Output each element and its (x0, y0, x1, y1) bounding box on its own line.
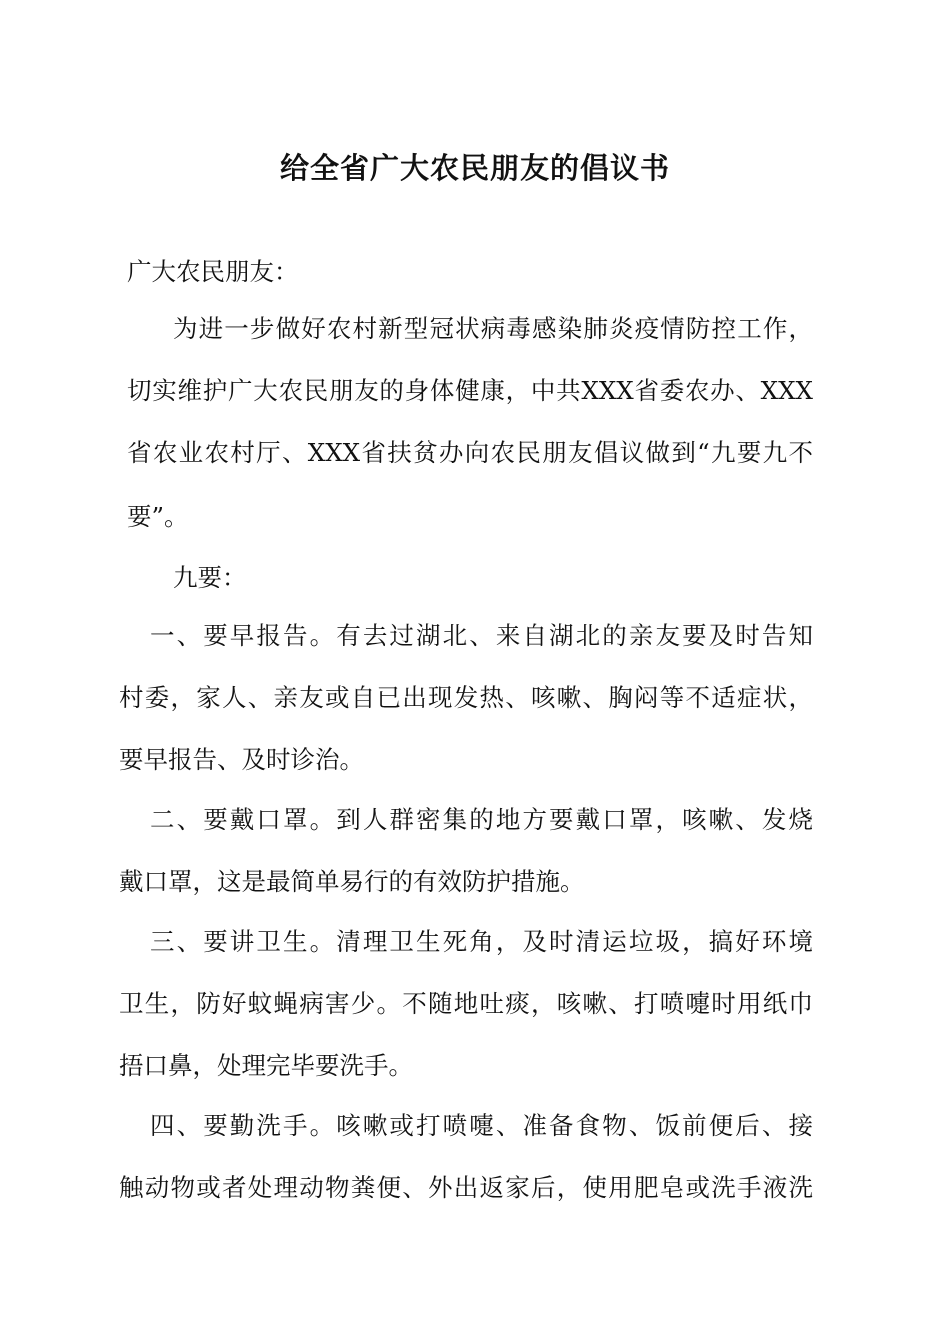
intro-line-1: 为进一步做好农村新型冠状病毒感染肺炎疫情防控工作， (173, 314, 813, 343)
item-2-line-1: 二、要戴口罩。到人群密集的地方要戴口罩，咳嗽、发烧 (150, 805, 813, 834)
item-4-line-1: 四、要勤洗手。咳嗽或打喷嚏、准备食物、饭前便后、接 (150, 1111, 813, 1140)
item-2-line-2: 戴口罩，这是最简单易行的有效防护措施。 (119, 867, 585, 896)
item-3-line-2: 卫生，防好蚊蝇病害少。不随地吐痰，咳嗽、打喷嚏时用纸巾 (119, 989, 813, 1018)
intro-line-4: 要”。 (127, 502, 189, 531)
item-3-line-1: 三、要讲卫生。清理卫生死角，及时清运垃圾，搞好环境 (150, 927, 813, 956)
item-1-line-2: 村委，家人、亲友或自已出现发热、咳嗽、胸闷等不适症状， (119, 683, 813, 712)
item-3-line-3: 捂口鼻，处理完毕要洗手。 (119, 1051, 413, 1080)
item-1-line-3: 要早报告、及时诊治。 (119, 745, 364, 774)
section-heading: 九要： (173, 563, 247, 592)
item-4-line-2: 触动物或者处理动物粪便、外出返家后，使用肥皂或洗手液洗 (119, 1173, 813, 1202)
intro-line-3: 省农业农村厅、XXX省扶贫办向农民朋友倡议做到“九要九不 (127, 438, 813, 467)
item-1-line-1: 一、要早报告。有去过湖北、来自湖北的亲友要及时告知 (150, 621, 813, 650)
document-title: 给全省广大农民朋友的倡议书 (279, 151, 670, 185)
salutation: 广大农民朋友： (127, 257, 299, 286)
intro-line-2: 切实维护广大农民朋友的身体健康，中共XXX省委农办、XXX (127, 376, 813, 405)
